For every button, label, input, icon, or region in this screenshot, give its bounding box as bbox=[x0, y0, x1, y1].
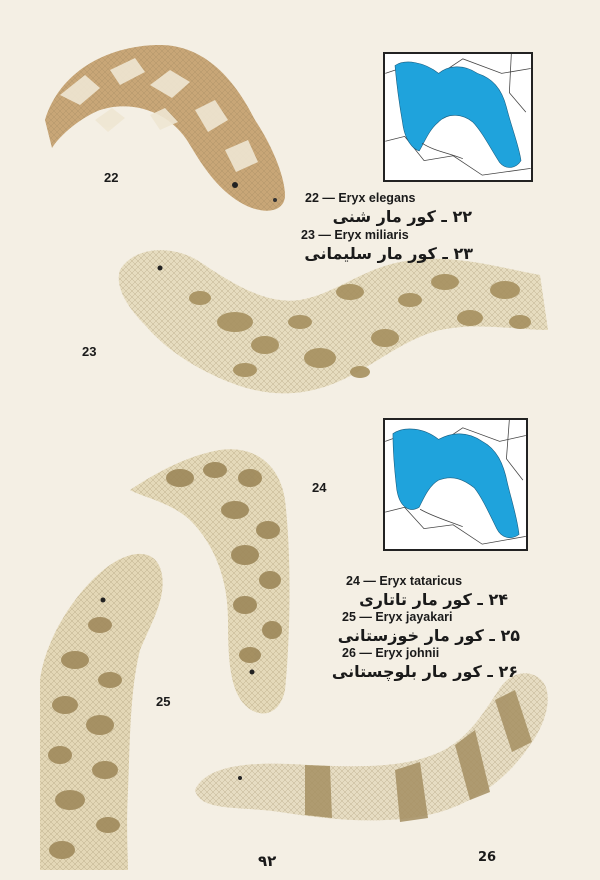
caption-23-latin: 23 — Eryx miliaris bbox=[301, 228, 409, 242]
caption-25-latin: 25 — Eryx jayakari bbox=[342, 610, 453, 624]
snake-25-eryx-jayakari bbox=[40, 554, 163, 870]
caption-26-persian: ۲۶ ـ کور مار بلوچستانی bbox=[331, 662, 518, 681]
caption-26-latin: 26 — Eryx johnii bbox=[342, 646, 440, 660]
figure-number-25: 25 bbox=[156, 694, 171, 709]
iran-map-icon bbox=[385, 420, 526, 549]
figure-number-23: 23 bbox=[82, 344, 97, 359]
figure-number-24: 24 bbox=[312, 480, 327, 495]
snake-23-eryx-miliaris bbox=[119, 250, 548, 393]
page-number-latin: 26 bbox=[478, 850, 497, 865]
caption-24-latin: 24 — Eryx tataricus bbox=[346, 574, 463, 588]
caption-25-persian: ۲۵ ـ کور مار خوزستانی bbox=[337, 626, 520, 645]
distribution-map-top bbox=[383, 52, 533, 182]
page-number-persian: ۹۲ bbox=[258, 852, 277, 870]
caption-24-persian: ۲۴ ـ کور مار تاتاری bbox=[359, 590, 508, 609]
distribution-map-bottom bbox=[383, 418, 528, 551]
caption-23-persian: ۲۳ ـ کور مار سلیمانی bbox=[304, 244, 473, 263]
figure-number-22: 22 bbox=[104, 170, 119, 185]
caption-22-latin: 22 — Eryx elegans bbox=[305, 191, 416, 205]
snake-22-eryx-elegans bbox=[45, 45, 285, 211]
iran-map-icon bbox=[385, 54, 531, 180]
caption-22-persian: ۲۲ ـ کور مار شنی bbox=[332, 207, 472, 226]
